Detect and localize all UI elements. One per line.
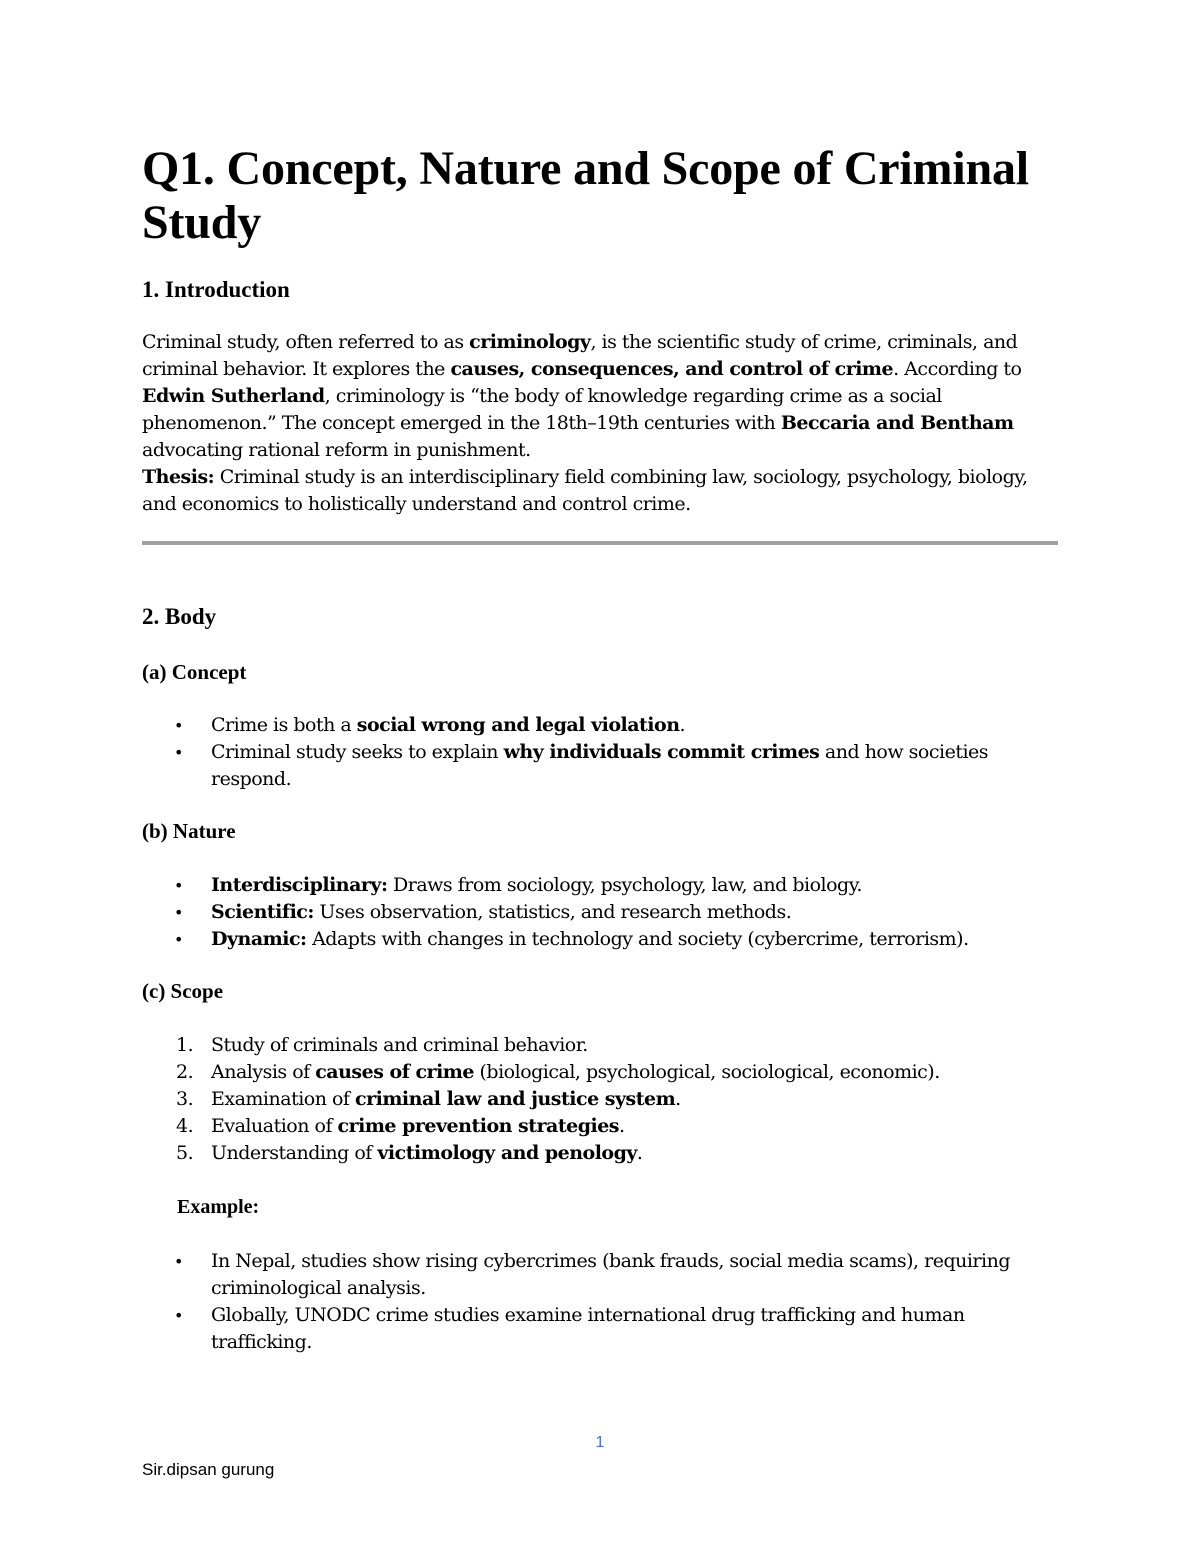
bold-term: why individuals commit crimes [503, 741, 820, 763]
text-run: , criminology is “the body of knowledge regarding crime as a social phenomenon.” The concept emerged in the 18th–19th centuries with [142, 385, 942, 434]
bold-term: social wrong and legal violation [356, 714, 680, 736]
bold-term: Edwin Sutherland [142, 385, 325, 407]
list-item [142, 926, 1042, 953]
text-run: Draws from sociology, psychology, law, and biology. [387, 874, 862, 896]
text-run: . [675, 1088, 681, 1110]
list-number: 5. [176, 1142, 194, 1164]
bold-term: Interdisciplinary: [211, 874, 388, 896]
list-number: 4. [176, 1115, 194, 1137]
text-run: Examination of [211, 1088, 356, 1110]
thesis-label: Thesis: [142, 466, 215, 488]
text-run: Understanding of [211, 1142, 378, 1164]
text-run: Study of criminals and criminal behavior. [211, 1034, 588, 1056]
bold-term: Dynamic: [211, 928, 307, 950]
bold-term: Beccaria and Bentham [780, 412, 1014, 434]
text-run: Criminal study seeks to explain [211, 741, 504, 763]
bold-term: victimology and penology [377, 1142, 637, 1164]
introduction-paragraph [142, 329, 1042, 464]
list-item: • Globally, UNODC crime studies examine international drug trafficking and human trafficking. [142, 1302, 1042, 1356]
list-item [142, 1113, 1042, 1140]
text-run: Adapts with changes in technology and society (cybercrime, terrorism). [306, 928, 969, 950]
list-number: 1. [176, 1034, 194, 1056]
bold-term: causes, consequences, and control of crime [450, 358, 894, 380]
horizontal-rule [142, 541, 1058, 545]
text-run: advocating rational reform in punishment. [142, 439, 531, 461]
document-content [142, 142, 1042, 1356]
text-run: . According to [893, 358, 1022, 380]
subheading-example: Example: [177, 1196, 260, 1218]
page-number: 1 [595, 1434, 605, 1451]
text-run: . [636, 1142, 643, 1164]
document-title: Q1. Concept, Nature and Scope of Criminal Study [142, 142, 1029, 249]
list-item [142, 1059, 1042, 1086]
text-run: Analysis of [211, 1061, 316, 1083]
list-item [142, 712, 1042, 739]
text-run: Crime is both a [211, 714, 357, 736]
list-number: 2. [176, 1061, 194, 1083]
subheading-nature: (b) Nature [142, 819, 236, 843]
scope-list [142, 1032, 1042, 1167]
text-run: , is the scientific study of crime, criminals, and criminal behavior. It explores the [142, 331, 1018, 380]
list-number: 3. [176, 1088, 194, 1110]
bold-term: crime prevention strategies [337, 1115, 619, 1137]
list-item [142, 739, 1042, 793]
list-item [142, 899, 1042, 926]
subheading-concept: (a) Concept [142, 660, 247, 684]
section-heading-introduction: 1. Introduction [142, 277, 290, 302]
text-run: (biological, psychological, sociological, economic). [473, 1061, 940, 1083]
nature-list [142, 872, 1042, 953]
text-run: Criminal study, often referred to as [142, 331, 470, 353]
list-item [142, 1140, 1042, 1167]
list-item: • In Nepal, studies show rising cybercrimes (bank frauds, social media scams), requiring criminological analysis. [142, 1248, 1042, 1302]
text-run: Uses observation, statistics, and research methods. [313, 901, 792, 923]
list-item [142, 1032, 1042, 1059]
section-heading-body: 2. Body [142, 604, 217, 629]
thesis-text: Criminal study is an interdisciplinary field combining law, sociology, psychology, biology, and economics to holistically understand and control crime. [142, 466, 1028, 515]
example-list [142, 1248, 1042, 1356]
text-run: . [679, 714, 686, 736]
list-item [142, 1086, 1042, 1113]
bold-term: Scientific: [211, 901, 314, 923]
text-run: . [619, 1115, 625, 1137]
bold-term: criminal law and justice system [355, 1088, 676, 1110]
concept-list [142, 712, 1042, 793]
footer-author: Sir.dipsan gurung [142, 1460, 275, 1479]
list-item [142, 872, 1042, 899]
text-run: and how societies respond. [211, 741, 989, 790]
subheading-scope: (c) Scope [142, 979, 224, 1003]
thesis-paragraph [142, 464, 1042, 518]
text-run: Evaluation of [211, 1115, 338, 1137]
bold-term: causes of crime [315, 1061, 474, 1083]
bold-term: criminology [469, 331, 591, 353]
